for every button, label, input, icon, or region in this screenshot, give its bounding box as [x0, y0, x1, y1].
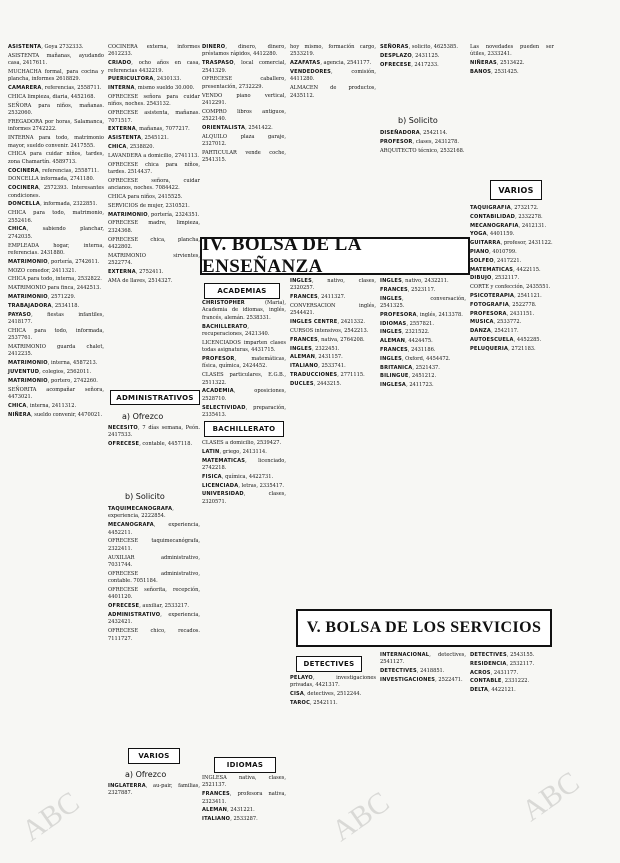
classified-ad: GUITARRA, profesor, 2431122.	[470, 240, 553, 247]
classified-ad: LAVANDERA a domicilio, 2741113.	[108, 152, 200, 159]
classified-ad: PIANO, 4010799.	[470, 248, 517, 255]
classified-ad: OFRECESE administrativo, contable. 7051184.	[108, 570, 200, 585]
solicito-subhead: b) Solicito	[125, 492, 165, 501]
classified-ad: PROFESORA, 2431151.	[470, 310, 535, 317]
classified-ad: NIÑERA, sueldo convenir, 4470021.	[8, 411, 103, 418]
classified-ad: ITALIANO, 2533741.	[290, 363, 346, 370]
classified-ad: CLASES particulares, E.G.B., 2511322.	[202, 372, 286, 386]
classified-ad: MATRIMONIO, interna, 4587213.	[8, 360, 98, 367]
classified-ad: FREGADORA por horas, Salamanca, informes 2742222.	[8, 119, 104, 133]
classified-ad: DETECTIVES, 2418851.	[380, 668, 445, 675]
classified-ad: CHICA limpieza, diaria, 4452168.	[8, 94, 96, 100]
classified-ad: ASISTENTA mañanas, ayudando casa, 2417611.	[8, 52, 104, 67]
classified-ad: FRANCES, nativa, 2764208.	[290, 336, 365, 343]
classified-column-4	[290, 44, 376, 232]
classified-ad: FRANCES, 2523117.	[380, 286, 436, 293]
ofrezco-subhead: a) Ofrezco	[122, 412, 164, 421]
classified-ad: ACROS, 2431177.	[470, 669, 519, 676]
classified-column-2d	[108, 783, 200, 843]
classified-ad: OFRECESE, auxiliar, 2533217.	[108, 603, 189, 610]
classified-ad: CHICA, interna, 2411312.	[8, 402, 77, 409]
classified-ad: CHICA, sabiendo planchar, 2742035.	[8, 226, 104, 240]
classified-ad: TRASPASO, local comercial, 2541329.	[202, 60, 286, 74]
classified-ad: FRANCES, 2411327.	[290, 294, 346, 301]
classified-ad: BILINGUE, 2451212.	[380, 373, 437, 380]
classified-ad: CONTABILIDAD, 2332278.	[470, 213, 543, 220]
classified-ad: FISICA, química, 4422731.	[202, 473, 274, 480]
classified-ad: CHICA para niños, 2415525.	[108, 194, 183, 200]
classified-ad: MATEMATICAS, licenciado, 2742218.	[202, 457, 286, 471]
classified-ad: FOTOGRAFIA, 2522778.	[470, 301, 537, 308]
classified-ad: PROFESOR, matemáticas, física, química, 2424452.	[202, 356, 286, 370]
classified-ad: PARTICULAR vende coche, 2541315.	[202, 150, 286, 164]
detectives-label: DETECTIVES	[296, 656, 362, 672]
classified-ad: CHICA, 2538820.	[108, 144, 155, 150]
classified-ad: EXTERNA, 2752411.	[108, 269, 164, 275]
classified-ad: CLASES a domicilio, 2539427.	[202, 440, 282, 446]
classified-ad: OFRECESE señora, cuidar ancianos, noches. 7084422.	[108, 177, 200, 192]
classified-ad: TRADUCCIONES, 2771115.	[290, 371, 365, 378]
classified-column-6c	[470, 652, 554, 842]
ensenanza-section-banner: IV. BOLSA DE LA ENSEÑANZA	[200, 237, 470, 275]
classified-column-4b	[290, 278, 376, 578]
classified-ad: AUTOESCUELA, 4452285.	[470, 336, 542, 343]
classified-ad: ASISTENTA, 2545121.	[108, 135, 169, 142]
classified-ad: DONCELLA, informada, 2322851.	[8, 201, 98, 208]
classified-ad: COCINERA, 2572393. Interesantes condiciones.	[8, 185, 104, 199]
classified-ad: OFRECESE chica para niños, tardes. 2514437.	[108, 161, 200, 175]
classified-ad: CRIADO, ocho años en casa, referencias 4432219.	[108, 60, 200, 74]
classified-ad: OFRECESE chica, plancha, 4422802.	[108, 236, 200, 250]
classified-ad: CONTABLE, 2331222.	[470, 678, 530, 685]
classified-ad: COCINERA externa, informes 2612233.	[108, 44, 200, 58]
classified-ad: COMPRO libros antiguos, 2522140.	[202, 108, 286, 123]
classified-ad: SOLFEO, 2417221.	[470, 257, 522, 264]
classified-ad: CHICA para todo, informada, 2537761.	[8, 327, 104, 342]
academias-label: ACADEMIAS	[204, 283, 280, 299]
classified-ad: FRANCES, 2431186.	[380, 346, 436, 353]
classified-column-5c	[380, 278, 466, 578]
classified-ad: DUCLES, 2443215.	[290, 380, 342, 387]
classified-column-3d	[202, 775, 286, 845]
classified-ad: SEÑORITA acompañar señora, 4473021.	[8, 386, 104, 400]
solicito-top-subhead: b) Solicito	[398, 116, 438, 125]
classified-ad: PUERICULTORA, 2430133.	[108, 76, 182, 83]
classified-ad: ALMACEN de productos, 2435112.	[290, 85, 376, 99]
classified-column-2	[108, 44, 200, 444]
classified-ad: TAQUIMECANOGRAFA, experiencia, 2222854.	[108, 506, 174, 520]
classified-ad: OFRECESE, contable, 4457118.	[108, 441, 193, 448]
classified-ad: INGLES, 2322451.	[290, 345, 340, 352]
classified-column-2b	[108, 425, 200, 495]
classified-ad: INGLES, conversación, 2541325.	[380, 295, 466, 309]
classified-ad: PAYASO, fiestas infantiles, 2418177.	[8, 311, 104, 325]
classified-ad: COCINERA, referencias, 2558711.	[8, 167, 99, 174]
classified-ad: INVESTIGACIONES, 2522471.	[380, 677, 463, 683]
classified-ad: ASISTENTA, Goya 2732333.	[8, 44, 84, 50]
classified-ad: MATRIMONIO, portería, 2324351.	[108, 211, 200, 218]
classified-ad: EMPLEADA hogar, interna, referencias. 2431880.	[8, 242, 104, 257]
classified-ad: DONCELLA informada, 2741180.	[8, 176, 95, 183]
classified-ad: PROFESOR, clases, 2431278.	[380, 138, 460, 145]
classified-ad: DETECTIVES, 2543155.	[470, 652, 535, 658]
classified-ad: PELUQUERIA, 2721183.	[470, 345, 536, 352]
classified-ad: MATRIMONIO, portería, 2742611.	[8, 258, 100, 265]
classified-ad: INGLES, 2321522.	[380, 329, 430, 336]
classified-column-3c	[202, 440, 286, 740]
classified-ad: MOZO comedor, 2411321.	[8, 267, 77, 274]
classified-ad: SELECTIVIDAD, preparación, 2335413.	[202, 404, 286, 419]
classified-ad: BRITANICA, 2521437.	[380, 364, 440, 371]
classified-ad: INGLESA, 2411723.	[380, 382, 434, 389]
classified-ad: DISEÑADORA, 2542114.	[380, 130, 448, 136]
classified-ad: DIBUJO, 2532117.	[470, 275, 520, 282]
classified-ad: INTERNA para todo, matrimonio mayor, sueldo convenir. 2417555.	[8, 135, 104, 149]
classified-ad: INGLESA nativa, clases, 2521137.	[202, 775, 286, 789]
classified-ad: NIÑERAS, 2513422.	[470, 60, 525, 67]
classified-ad: MATRIMONIO guarda chalet, 2412235.	[8, 344, 104, 358]
classified-ad: PROFESORA, inglés, 2413378.	[380, 311, 463, 318]
classified-column-4c	[290, 675, 376, 845]
classified-ad: CONVERSACION inglés, 2544421.	[290, 303, 376, 317]
administrativos-label: ADMINISTRATIVOS	[110, 390, 200, 405]
classified-ad: OFRECESE madre, limpieza, 2324368.	[108, 220, 200, 234]
classified-ad: INGLES, nativo, clases, 2320257.	[290, 278, 376, 292]
classified-ad: MUCHACHA formal, para cocina y plancha, informes 2618829.	[8, 69, 104, 83]
classified-ad: SEÑORA para niños, mañanas. 2532060.	[8, 102, 104, 117]
idiomas-label: IDIOMAS	[214, 757, 276, 773]
classified-ad: INGLES, nativo, 2432211.	[380, 278, 449, 284]
classified-column-6b	[470, 205, 554, 605]
classified-ad: SEÑORAS, solicito, 4625385.	[380, 44, 459, 50]
classified-ad: LICENCIADA, letras, 2335417.	[202, 482, 284, 489]
classified-ad: OFRECESE señorita, recepción, 4401120.	[108, 587, 200, 601]
classified-ad: TAQUIGRAFIA, 2732172.	[470, 205, 539, 211]
classified-ad: MATRIMONIO, 2571229.	[8, 294, 76, 300]
varios-left-label: VARIOS	[128, 748, 180, 764]
classified-column-3	[202, 44, 286, 232]
classified-ad: CURSOS intensivos, 2542213.	[290, 328, 369, 334]
classified-ad: hoy mismo, formación cargo, 2533219.	[290, 44, 376, 58]
classified-ad: BANOS, 2531425.	[470, 69, 519, 75]
bachillerato-label: BACHILLERATO	[204, 421, 284, 437]
classified-ad: OFRECESE caballero, presentación, 2732229.	[202, 76, 286, 90]
varios-right-label: VARIOS	[490, 180, 542, 200]
classified-ad: LATIN, griego, 2413114.	[202, 448, 267, 455]
classified-ad: ALEMAN, 2431221.	[202, 807, 255, 814]
classified-ad: CAMARERA, referencias, 2558711.	[8, 85, 102, 92]
classified-ad: PSICOTERAPIA, 2541121.	[470, 292, 542, 299]
classified-ad: OFRECESE taquimecanógrafa, 2322411.	[108, 538, 200, 552]
classified-ad: OFRECESE asistenta, mañanas. 7071517.	[108, 110, 200, 124]
classified-ad: EXTERNA, mañanas, 7077217.	[108, 126, 190, 133]
classified-ad: ACADEMIA, oposiciones, 2528710.	[202, 388, 286, 402]
classified-ad: OFRECESE, 2417233.	[380, 61, 439, 68]
classified-ad: MATRIMONIO sirvientes, 2522774.	[108, 252, 200, 267]
classified-ad: ALEMAN, 2431157.	[290, 354, 343, 361]
classified-column-6	[470, 44, 554, 184]
classified-column-3b	[202, 300, 286, 419]
classified-ad: NECESITO, 7 días semana, Peón. 2417533.	[108, 425, 200, 439]
classified-ad: INGLES, Oxford, 4454472.	[380, 355, 451, 362]
classified-ad: ARQUITECTO técnico, 2532168.	[380, 147, 465, 154]
classified-ad: AMA de llaves, 2514327.	[108, 277, 173, 284]
classified-ad: JUVENTUD, colegios, 2562011.	[8, 369, 92, 375]
classified-ad: ORIENTALISTA, 2541422.	[202, 125, 273, 132]
classified-ad: RESIDENCIA, 2532117.	[470, 660, 535, 667]
classified-ad: OFRECESE señora para cuidar niños, noches. 2543132.	[108, 94, 200, 108]
classified-ad: TAROC, 2542111.	[290, 700, 338, 706]
classified-ad: OFRECESE chico, recados. 7111727.	[108, 628, 200, 642]
classified-ad: AZAFATAS, agencia, 2541177.	[290, 60, 372, 67]
classified-ad: CHRISTOPHER (Maria), Academia de idiomas, inglés, francés, alemán. 2538331.	[202, 300, 286, 321]
classified-ad: ADMINISTRATIVO, experiencia, 2432421.	[108, 612, 200, 626]
classified-ad: DINERO, dinero, dinero, préstamos rápidos, 4412280.	[202, 44, 286, 58]
classified-ad: CORTE y confección, 2435551.	[470, 284, 551, 291]
classified-ad: MATEMATICAS, 4422115.	[470, 266, 541, 273]
abc-watermark: ABC	[325, 785, 396, 848]
classified-ad: VENDEDORES, comisión, 4411280.	[290, 69, 376, 83]
classified-ad: PELAYO, investigaciones privadas, 4421317.	[290, 675, 376, 689]
classified-ad: IDIOMAS, 2557821.	[380, 320, 434, 327]
classified-ad: INGLES CENTRE, 2421332.	[290, 319, 366, 326]
classified-column-5d	[380, 652, 466, 842]
classified-ad: FRANCES, profesora nativa, 2323411.	[202, 791, 286, 805]
classified-ad: CISA, detectives, 2512244.	[290, 691, 362, 698]
classified-ad: CHICA para todo, interna, 2532822.	[8, 276, 102, 283]
classified-ad: UNIVERSIDAD, clases, 2320571.	[202, 491, 286, 505]
classified-ad: Las novedades pueden ser útiles, 2333241.	[470, 44, 554, 58]
classified-ad: CHICA para cuidar niños, tardes, zona Chamartín. 4589713.	[8, 151, 104, 165]
classified-ad: ITALIANO, 2533287.	[202, 816, 258, 823]
classified-ad: INTERNA, mismo sueldo 30.000.	[108, 85, 195, 92]
ofrezco-subhead-2: a) Ofrezco	[125, 770, 167, 779]
classified-ad: MUSICA, 2533772.	[470, 319, 522, 326]
classified-column-2c	[108, 506, 200, 666]
classified-column-1	[8, 44, 104, 849]
classified-ad: MATRIMONIO, portero, 2742260.	[8, 377, 98, 384]
classified-ad: INGLATERRA, au-pair, familias, 2327887.	[108, 783, 200, 797]
classified-column-5b	[380, 130, 466, 232]
classified-ad: SERVICIOS de mujer, 2310521.	[108, 202, 190, 209]
classified-column-5	[380, 44, 466, 114]
classified-ad: AUXILIAR administrativo, 7031744.	[108, 554, 200, 569]
classified-ad: MECANOGRAFA, experiencia, 4452211.	[108, 522, 200, 536]
classified-ad: DELTA, 4422121.	[470, 687, 516, 694]
servicios-section-banner: V. BOLSA DE LOS SERVICIOS	[296, 609, 552, 647]
classified-ad: DESPLAZO, 2431125.	[380, 52, 440, 59]
classified-ad: MECANOGRAFIA, 2412131.	[470, 222, 547, 229]
classified-ad: LICENCIADOS imparten clases todas asignaturas, 4431715.	[202, 339, 286, 354]
abc-watermark: ABC	[515, 765, 586, 828]
abc-watermark: ABC	[15, 785, 86, 848]
classified-ad: VENDO piano vertical, 2412291.	[202, 92, 286, 107]
classified-ad: TRABAJADORA, 2534118.	[8, 302, 80, 309]
classified-ad: ALEMAN, 4424475.	[380, 338, 433, 345]
classified-ad: ALQUILO plaza garaje, 2327012.	[202, 133, 286, 148]
classified-ad: CHICA para todo, matrimonio, 2552416.	[8, 210, 104, 224]
classified-ad: DANZA, 2542117.	[470, 328, 519, 335]
classified-ad: YOGA, 4401159.	[470, 231, 515, 238]
classified-ad: BACHILLERATO, recuperaciones, 2421340.	[202, 323, 270, 338]
classified-ad: MATRIMONIO para finca, 2442513.	[8, 285, 102, 292]
classified-ad: INTERNACIONAL, detectives, 2541127.	[380, 652, 466, 666]
